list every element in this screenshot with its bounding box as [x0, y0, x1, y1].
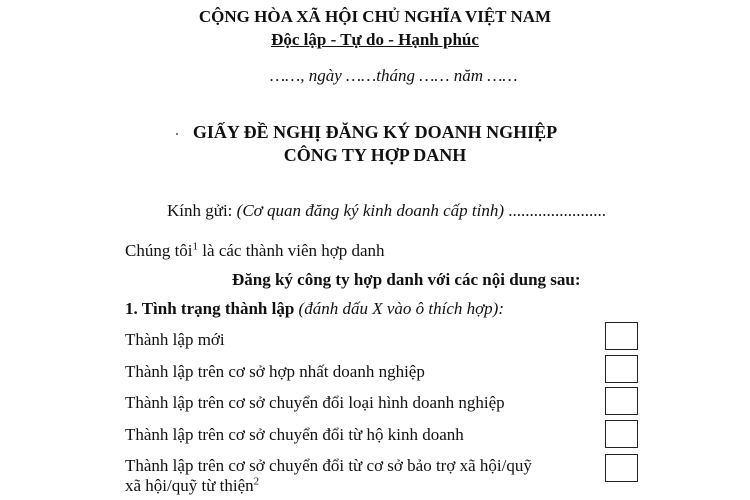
section1-heading	[125, 299, 504, 319]
option-label: Thành lập trên cơ sở chuyển đổi loại hình doanh nghiệp	[125, 393, 505, 412]
section1-instruction: (đánh dấu X vào ô thích hợp):	[294, 299, 505, 318]
motto	[0, 30, 750, 50]
addressee-agency: (Cơ quan đăng ký kinh doanh cấp tỉnh)	[236, 201, 505, 220]
register-heading: Đăng ký công ty hợp danh với các nội dung sau:	[232, 270, 581, 289]
addressee-label: Kính gửi:	[167, 201, 233, 220]
intro-text-after: là các thành viên hợp danh	[198, 241, 385, 260]
date-line: ……, ngày ……tháng …… năm ……	[270, 66, 518, 85]
option-label-line2: xã hội/quỹ từ thiện	[125, 476, 254, 495]
checkbox-type-conversion[interactable]	[605, 387, 638, 415]
option-label: Thành lập trên cơ sở hợp nhất doanh nghiệp	[125, 362, 425, 381]
motto-text: Độc lập - Tự do - Hạnh phúc	[271, 30, 479, 49]
option-label: Thành lập trên cơ sở chuyển đổi từ hộ kinh doanh	[125, 425, 464, 444]
option-label: Thành lập mới	[125, 330, 225, 349]
option-label-continued	[125, 476, 259, 496]
section1-title: 1. Tình trạng thành lập	[125, 299, 295, 318]
checkbox-new[interactable]	[605, 322, 638, 350]
intro-text-before: Chúng tôi	[125, 241, 193, 260]
form-subtitle: CÔNG TY HỢP DANH	[283, 145, 467, 165]
checkbox-social-fund-conversion[interactable]	[605, 454, 638, 482]
option-label: Thành lập trên cơ sở chuyển đổi từ cơ sở bảo trợ xã hội/quỹ	[125, 456, 532, 475]
country-heading: CỘNG HÒA XÃ HỘI CHỦ NGHĨA VIỆT NAM	[198, 7, 552, 26]
checkbox-household-conversion[interactable]	[605, 420, 638, 448]
footnote-marker-1: 1	[192, 240, 199, 253]
intro-line	[125, 241, 385, 261]
footnote-marker-2: 2	[253, 475, 260, 488]
form-title: GIẤY ĐỀ NGHỊ ĐĂNG KÝ DOANH NGHIỆP	[192, 122, 558, 142]
addressee-line	[167, 201, 606, 221]
checkbox-merger[interactable]	[605, 355, 638, 383]
addressee-dots: .......................	[508, 201, 607, 220]
